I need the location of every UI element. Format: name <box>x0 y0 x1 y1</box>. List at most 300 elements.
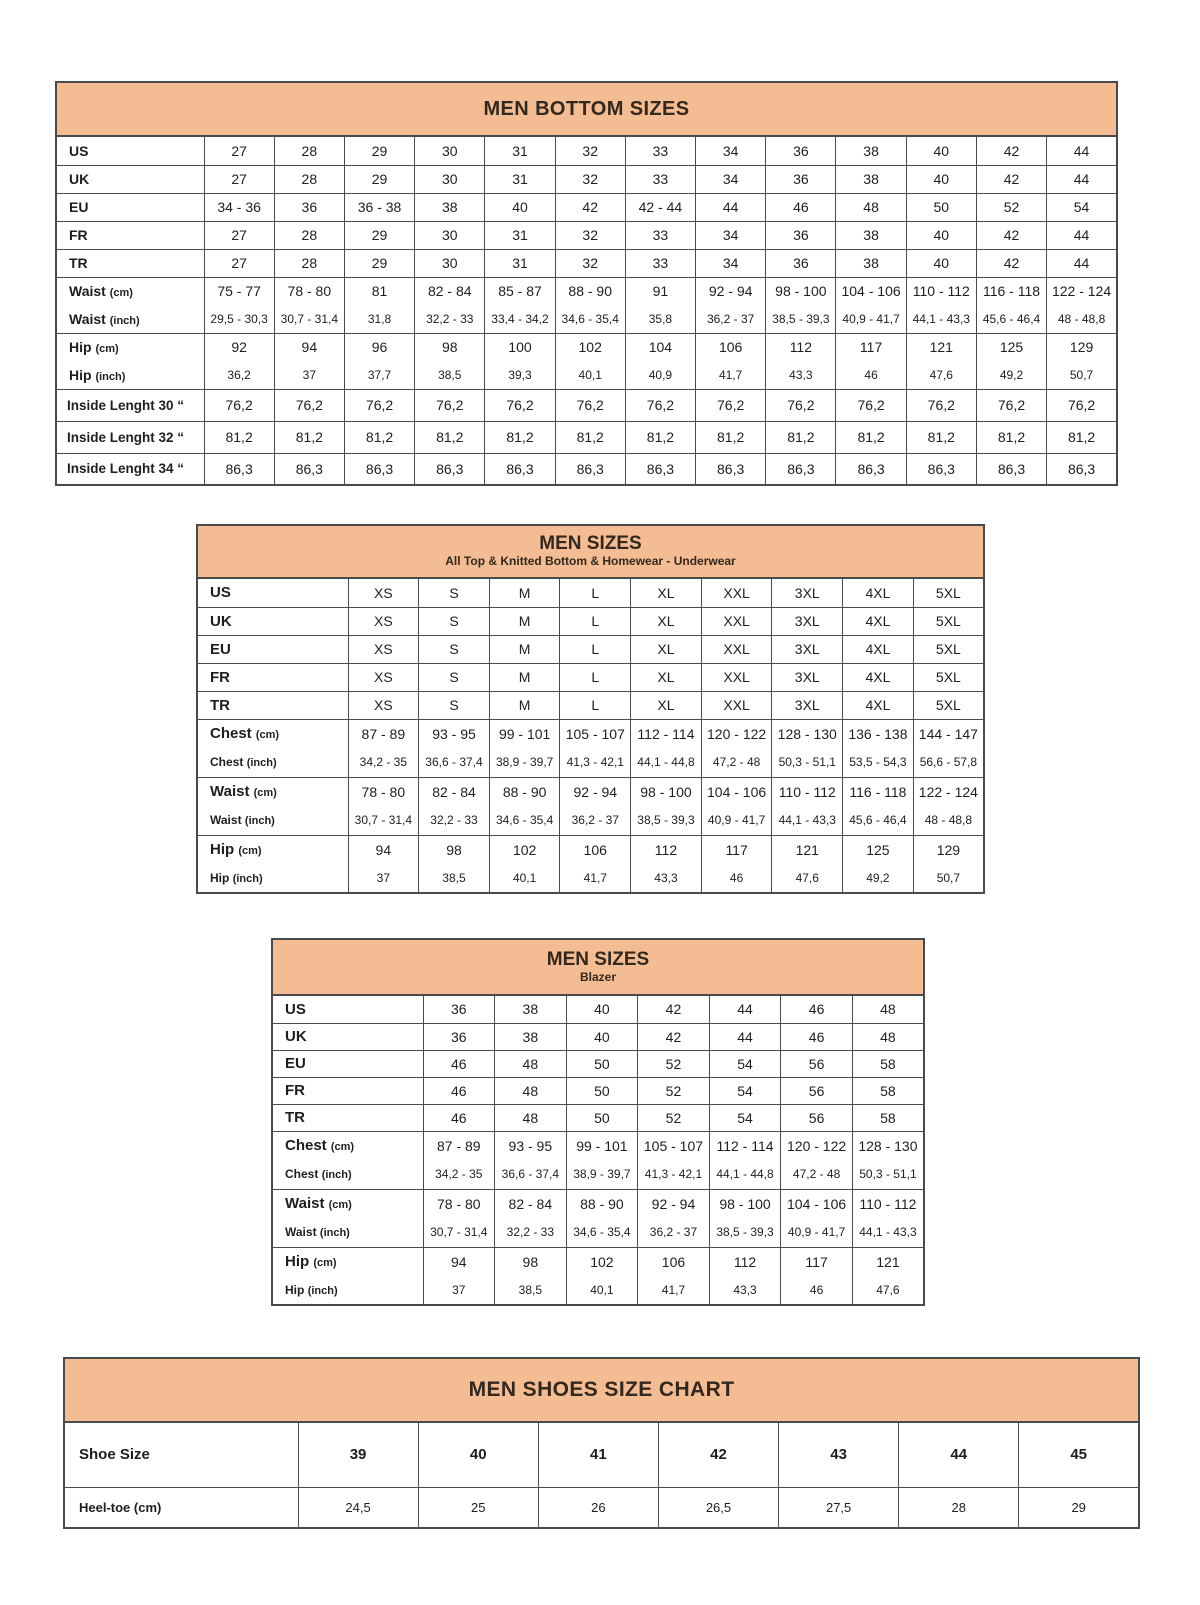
table-cell: 44 <box>899 1423 1019 1487</box>
table-subtitle: Blazer <box>579 969 617 984</box>
table-cell: 112 <box>631 835 702 864</box>
table-row <box>56 249 1117 277</box>
row-label-text: Hip <box>69 366 92 383</box>
table-cell: 49,2 <box>976 361 1046 389</box>
table-cell: S <box>419 607 490 635</box>
row-label-unit: (cm) <box>95 343 119 356</box>
table-row <box>56 453 1117 485</box>
row-label-text: Chest <box>210 725 252 743</box>
row-label-unit: (inch) <box>319 1227 350 1240</box>
table-cell: 50,3 - 51,1 <box>772 748 843 777</box>
table-cell: 38,5 - 39,3 <box>709 1218 781 1247</box>
table-cell: 46 <box>781 996 853 1023</box>
table-cell: 40 <box>418 1423 538 1487</box>
table-cell: 30,7 - 31,4 <box>423 1218 495 1247</box>
table-cell: 110 - 112 <box>852 1189 924 1218</box>
table-cell: 36 <box>423 1023 495 1050</box>
row-label-text: Waist <box>210 813 242 828</box>
table-cell: 4XL <box>843 607 914 635</box>
table-cell: 76,2 <box>906 389 976 421</box>
table-cell: 50,7 <box>913 864 984 893</box>
table-row <box>56 333 1117 361</box>
table-cell: 46 <box>766 193 836 221</box>
table-cell: 87 - 89 <box>348 719 419 748</box>
table-cell: 98 - 100 <box>709 1189 781 1218</box>
table-cell: 86,3 <box>836 453 906 485</box>
table-cell: 92 - 94 <box>638 1189 710 1218</box>
table-cell: 32 <box>555 137 625 165</box>
table-cell: 29 <box>344 137 414 165</box>
table-cell: XS <box>348 607 419 635</box>
table-cell: 76,2 <box>274 389 344 421</box>
table-title-band <box>271 938 925 996</box>
table-row <box>56 421 1117 453</box>
table-cell: 44,1 - 43,3 <box>906 305 976 333</box>
table-cell: 106 <box>560 835 631 864</box>
table-cell: 27 <box>204 249 274 277</box>
table-row <box>272 1104 924 1131</box>
row-label <box>272 1247 423 1276</box>
row-label-text: TR <box>69 255 88 271</box>
row-label-text: Chest <box>285 1167 319 1182</box>
table-cell: 54 <box>1047 193 1117 221</box>
table-row <box>272 996 924 1023</box>
table-cell: 129 <box>1047 333 1117 361</box>
table-cell: 40 <box>906 137 976 165</box>
table-cell: 30,7 - 31,4 <box>274 305 344 333</box>
table-cell: 81,2 <box>555 421 625 453</box>
table-row <box>272 1189 924 1218</box>
table-cell: S <box>419 635 490 663</box>
table-cell: 104 - 106 <box>836 277 906 305</box>
row-label-unit: (cm) <box>313 1257 337 1270</box>
row-label-text: Waist <box>69 310 106 327</box>
table-cell: 34 <box>696 165 766 193</box>
table-cell: 99 - 101 <box>489 719 560 748</box>
row-label <box>56 249 204 277</box>
table-row <box>64 1423 1139 1487</box>
table-row <box>56 221 1117 249</box>
table-title: MEN SIZES <box>546 948 650 970</box>
table-cell: 38,9 - 39,7 <box>566 1160 638 1189</box>
table-cell: 30,7 - 31,4 <box>348 806 419 835</box>
row-label-text: Inside Lenght 32 “ <box>67 429 185 445</box>
table-cell: 48 <box>852 1023 924 1050</box>
row-label-unit: (inch) <box>307 1285 338 1297</box>
row-label <box>272 1104 423 1131</box>
table-cell: 81,2 <box>766 421 836 453</box>
men-sizes-top-table <box>196 524 985 894</box>
table-cell: 104 <box>625 333 695 361</box>
table-cell: 40 <box>906 221 976 249</box>
row-label-text: EU <box>210 640 231 658</box>
row-label-text: UK <box>210 612 232 630</box>
table-cell: 92 - 94 <box>696 277 766 305</box>
table-row <box>272 1247 924 1276</box>
table-cell: 92 - 94 <box>560 777 631 806</box>
table-cell: 110 - 112 <box>906 277 976 305</box>
table-cell: 47,6 <box>772 864 843 893</box>
row-label <box>56 193 204 221</box>
table-cell: 106 <box>696 333 766 361</box>
row-label <box>197 835 348 864</box>
table-row <box>272 1131 924 1160</box>
row-label <box>272 1131 423 1160</box>
table-title-band <box>196 524 985 579</box>
table-cell: 40,1 <box>566 1276 638 1305</box>
table-cell: 46 <box>423 1050 495 1077</box>
table-cell: XL <box>631 579 702 607</box>
table-row <box>56 389 1117 421</box>
table-cell: 27 <box>204 137 274 165</box>
table-cell: 98 <box>415 333 485 361</box>
table-cell: 4XL <box>843 663 914 691</box>
table-cell: 36,2 <box>204 361 274 389</box>
table-cell: 29 <box>344 165 414 193</box>
size-table <box>63 1423 1140 1529</box>
table-cell: 3XL <box>772 579 843 607</box>
table-cell: 29,5 - 30,3 <box>204 305 274 333</box>
table-cell: 33 <box>625 249 695 277</box>
table-cell: 34 <box>696 137 766 165</box>
table-cell: 39 <box>298 1423 418 1487</box>
table-cell: 43,3 <box>631 864 702 893</box>
table-cell: 56 <box>781 1050 853 1077</box>
table-cell: 28 <box>899 1487 1019 1528</box>
size-table <box>271 996 925 1306</box>
table-cell: 38 <box>836 165 906 193</box>
table-cell: 76,2 <box>555 389 625 421</box>
table-cell: 44 <box>1047 137 1117 165</box>
table-cell: 86,3 <box>485 453 555 485</box>
table-cell: 35,8 <box>625 305 695 333</box>
row-label-text: Inside Lenght 30 “ <box>67 397 185 413</box>
row-label-unit: (cm) <box>238 845 262 858</box>
table-cell: 33 <box>625 221 695 249</box>
table-cell: 43 <box>779 1423 899 1487</box>
table-cell: 45,6 - 46,4 <box>976 305 1046 333</box>
row-label-unit: (inch) <box>109 314 140 327</box>
table-cell: 106 <box>638 1247 710 1276</box>
row-label-unit: (cm) <box>133 1499 162 1515</box>
table-cell: 41,7 <box>560 864 631 893</box>
row-label-text: Hip <box>210 871 230 885</box>
table-cell: 100 <box>485 333 555 361</box>
table-title-band <box>63 1357 1140 1423</box>
row-label-text: Chest <box>210 755 244 770</box>
row-label-text: Waist <box>285 1195 325 1213</box>
table-row <box>56 165 1117 193</box>
table-cell: 36,2 - 37 <box>638 1218 710 1247</box>
row-label-text: FR <box>285 1082 305 1099</box>
table-cell: 105 - 107 <box>560 719 631 748</box>
table-cell: 121 <box>852 1247 924 1276</box>
table-cell: 5XL <box>913 635 984 663</box>
table-cell: 129 <box>913 835 984 864</box>
table-cell: 86,3 <box>274 453 344 485</box>
table-cell: 41,3 - 42,1 <box>638 1160 710 1189</box>
table-row <box>272 1160 924 1189</box>
table-cell: 49,2 <box>843 864 914 893</box>
table-cell: 4XL <box>843 579 914 607</box>
row-label-text: EU <box>285 1055 306 1072</box>
table-cell: 33 <box>625 137 695 165</box>
table-cell: M <box>489 607 560 635</box>
row-label <box>56 165 204 193</box>
table-cell: 117 <box>701 835 772 864</box>
table-cell: 37 <box>274 361 344 389</box>
table-cell: 86,3 <box>344 453 414 485</box>
table-cell: 52 <box>638 1104 710 1131</box>
table-cell: XL <box>631 607 702 635</box>
table-cell: 58 <box>852 1077 924 1104</box>
table-cell: 37 <box>348 864 419 893</box>
table-cell: 54 <box>709 1104 781 1131</box>
table-cell: 81,2 <box>976 421 1046 453</box>
table-cell: 25 <box>418 1487 538 1528</box>
table-cell: 42 <box>658 1423 778 1487</box>
table-cell: 86,3 <box>204 453 274 485</box>
table-cell: 56,6 - 57,8 <box>913 748 984 777</box>
table-cell: 98 <box>495 1247 567 1276</box>
table-cell: 36 <box>766 221 836 249</box>
row-label <box>272 1077 423 1104</box>
table-cell: 36 <box>766 137 836 165</box>
table-cell: 112 - 114 <box>709 1131 781 1160</box>
table-row <box>197 691 984 719</box>
table-cell: 38,5 - 39,3 <box>631 806 702 835</box>
table-cell: 46 <box>836 361 906 389</box>
table-cell: 50 <box>566 1050 638 1077</box>
table-cell: 121 <box>772 835 843 864</box>
table-cell: 28 <box>274 165 344 193</box>
table-cell: 31,8 <box>344 305 414 333</box>
table-row <box>197 663 984 691</box>
table-cell: 122 - 124 <box>1047 277 1117 305</box>
row-label <box>197 579 348 607</box>
table-cell: 86,3 <box>696 453 766 485</box>
row-label <box>272 1023 423 1050</box>
table-cell: 104 - 106 <box>701 777 772 806</box>
table-cell: 78 - 80 <box>348 777 419 806</box>
table-cell: S <box>419 663 490 691</box>
table-cell: 41,7 <box>696 361 766 389</box>
table-cell: 52 <box>638 1077 710 1104</box>
table-cell: 48 <box>836 193 906 221</box>
table-cell: 98 - 100 <box>766 277 836 305</box>
table-cell: 44 <box>709 996 781 1023</box>
table-row <box>197 719 984 748</box>
table-cell: 5XL <box>913 607 984 635</box>
table-cell: 52 <box>976 193 1046 221</box>
table-cell: 5XL <box>913 579 984 607</box>
table-cell: 3XL <box>772 607 843 635</box>
row-label-unit: (inch) <box>244 815 275 828</box>
table-cell: 50 <box>566 1077 638 1104</box>
table-cell: 27 <box>204 165 274 193</box>
row-label <box>64 1423 298 1487</box>
row-label-text: UK <box>69 171 90 187</box>
table-cell: XXL <box>701 663 772 691</box>
table-cell: 42 <box>976 249 1046 277</box>
men-shoes-size-chart-table <box>63 1357 1140 1529</box>
row-label <box>197 607 348 635</box>
row-label <box>197 748 348 777</box>
row-label <box>272 1189 423 1218</box>
row-label <box>56 221 204 249</box>
table-cell: 85 - 87 <box>485 277 555 305</box>
table-cell: 40,9 <box>625 361 695 389</box>
table-cell: 47,6 <box>852 1276 924 1305</box>
table-cell: 28 <box>274 221 344 249</box>
table-cell: 38,5 <box>419 864 490 893</box>
table-row <box>197 607 984 635</box>
table-cell: 42 <box>976 165 1046 193</box>
row-label-text: Hip <box>69 339 92 356</box>
table-cell: 40 <box>566 996 638 1023</box>
table-cell: 34,6 - 35,4 <box>566 1218 638 1247</box>
table-cell: 116 - 118 <box>843 777 914 806</box>
table-cell: 40 <box>485 193 555 221</box>
table-cell: 76,2 <box>204 389 274 421</box>
table-cell: 36 - 38 <box>344 193 414 221</box>
row-label <box>64 1487 298 1528</box>
table-cell: L <box>560 607 631 635</box>
table-cell: 38 <box>836 249 906 277</box>
table-cell: 41,3 - 42,1 <box>560 748 631 777</box>
row-label-text: Waist <box>285 1225 317 1240</box>
row-label-text: US <box>285 1000 306 1018</box>
table-cell: 40,1 <box>555 361 625 389</box>
row-label-text: Waist <box>69 283 106 300</box>
table-cell: 58 <box>852 1050 924 1077</box>
table-cell: 88 - 90 <box>489 777 560 806</box>
table-cell: 44,1 - 44,8 <box>631 748 702 777</box>
table-cell: 34 - 36 <box>204 193 274 221</box>
table-cell: 128 - 130 <box>772 719 843 748</box>
table-cell: L <box>560 635 631 663</box>
table-cell: M <box>489 663 560 691</box>
table-cell: 81,2 <box>344 421 414 453</box>
table-cell: 122 - 124 <box>913 777 984 806</box>
row-label-text: US <box>210 584 231 602</box>
table-cell: 44 <box>1047 165 1117 193</box>
row-label <box>197 777 348 806</box>
row-label <box>272 1218 423 1247</box>
table-cell: 88 - 90 <box>566 1189 638 1218</box>
table-cell: 81,2 <box>625 421 695 453</box>
table-cell: 81 <box>344 277 414 305</box>
table-cell: 38 <box>836 137 906 165</box>
table-cell: 98 - 100 <box>631 777 702 806</box>
table-cell: 36,2 - 37 <box>560 806 631 835</box>
table-cell: 102 <box>566 1247 638 1276</box>
table-cell: 43,3 <box>766 361 836 389</box>
table-cell: 26 <box>538 1487 658 1528</box>
table-cell: 32,2 - 33 <box>495 1218 567 1247</box>
table-cell: 92 <box>204 333 274 361</box>
row-label <box>56 305 204 333</box>
table-cell: 46 <box>781 1023 853 1050</box>
row-label <box>56 137 204 165</box>
table-cell: 76,2 <box>836 389 906 421</box>
table-cell: 34,6 - 35,4 <box>555 305 625 333</box>
table-cell: 34 <box>696 221 766 249</box>
table-cell: 136 - 138 <box>843 719 914 748</box>
table-cell: 110 - 112 <box>772 777 843 806</box>
table-cell: 27,5 <box>779 1487 899 1528</box>
table-cell: 44 <box>1047 249 1117 277</box>
row-label <box>197 719 348 748</box>
table-cell: 76,2 <box>766 389 836 421</box>
table-cell: 36,6 - 37,4 <box>495 1160 567 1189</box>
table-cell: 27 <box>204 221 274 249</box>
table-cell: 81,2 <box>1047 421 1117 453</box>
table-cell: 99 - 101 <box>566 1131 638 1160</box>
table-cell: 24,5 <box>298 1487 418 1528</box>
table-cell: 116 - 118 <box>976 277 1046 305</box>
table-cell: 46 <box>701 864 772 893</box>
row-label <box>197 691 348 719</box>
table-cell: 144 - 147 <box>913 719 984 748</box>
table-cell: 98 <box>419 835 490 864</box>
row-label <box>197 806 348 835</box>
table-cell: 31 <box>485 165 555 193</box>
table-cell: 5XL <box>913 691 984 719</box>
table-cell: 36,2 - 37 <box>696 305 766 333</box>
table-cell: 86,3 <box>976 453 1046 485</box>
table-cell: 76,2 <box>1047 389 1117 421</box>
table-cell: 26,5 <box>658 1487 778 1528</box>
table-cell: 41 <box>538 1423 658 1487</box>
table-row <box>197 835 984 864</box>
table-row <box>56 193 1117 221</box>
table-cell: 30 <box>415 165 485 193</box>
table-cell: 54 <box>709 1077 781 1104</box>
men-sizes-blazer-table <box>271 938 925 1306</box>
row-label <box>272 996 423 1023</box>
table-cell: 81,2 <box>836 421 906 453</box>
table-cell: 38 <box>836 221 906 249</box>
table-cell: 44 <box>1047 221 1117 249</box>
table-cell: 54 <box>709 1050 781 1077</box>
table-subtitle: All Top & Knitted Bottom & Homewear - Underwear <box>445 554 736 569</box>
table-cell: 42 <box>555 193 625 221</box>
table-cell: 120 - 122 <box>701 719 772 748</box>
table-cell: 37 <box>423 1276 495 1305</box>
table-cell: 40,9 - 41,7 <box>836 305 906 333</box>
table-cell: 38,5 <box>415 361 485 389</box>
table-cell: 45 <box>1019 1423 1139 1487</box>
table-cell: 38,5 - 39,3 <box>766 305 836 333</box>
table-title-band <box>55 81 1118 137</box>
table-row <box>197 806 984 835</box>
table-row <box>272 1050 924 1077</box>
table-cell: M <box>489 635 560 663</box>
table-cell: 82 - 84 <box>495 1189 567 1218</box>
row-label-unit: (cm) <box>253 787 277 800</box>
table-cell: 28 <box>274 137 344 165</box>
table-cell: 121 <box>906 333 976 361</box>
row-label-unit: (inch) <box>246 757 277 770</box>
table-cell: 125 <box>976 333 1046 361</box>
table-cell: 31 <box>485 137 555 165</box>
table-cell: 112 <box>766 333 836 361</box>
table-row <box>197 579 984 607</box>
table-cell: 43,3 <box>709 1276 781 1305</box>
table-cell: 128 - 130 <box>852 1131 924 1160</box>
table-cell: 29 <box>1019 1487 1139 1528</box>
